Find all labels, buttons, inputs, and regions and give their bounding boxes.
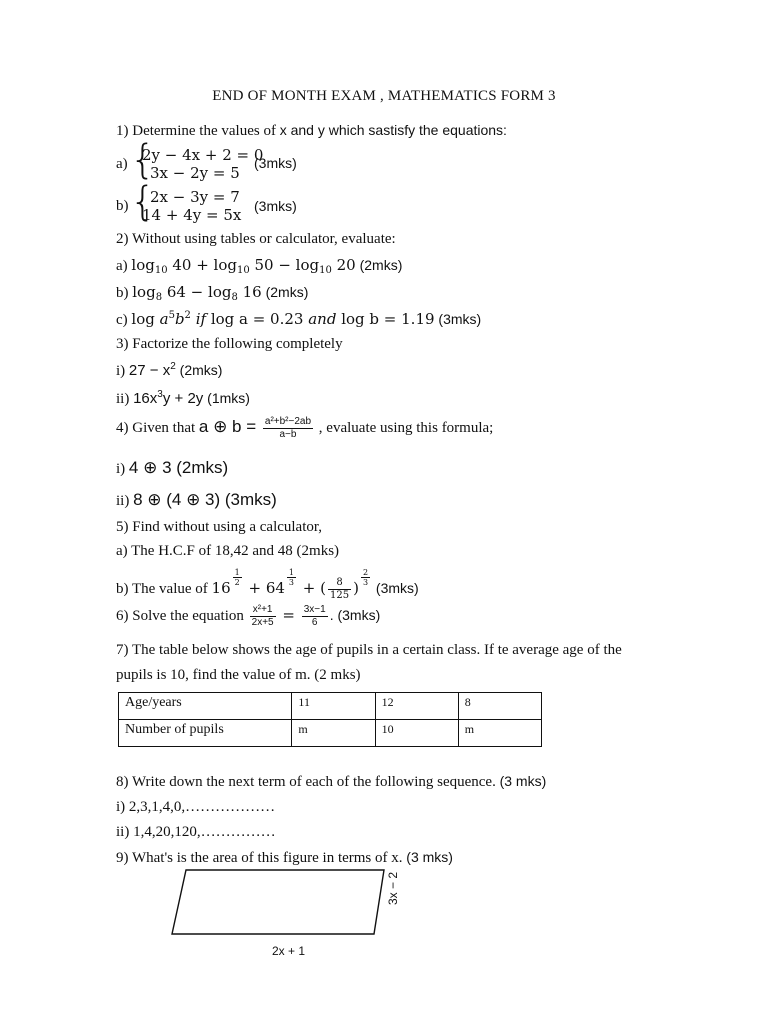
q4-stem-part: 4) Given that <box>116 419 199 436</box>
q3i-label: i) <box>116 363 129 379</box>
q2b-text: log <box>132 283 156 301</box>
q4-stem-part: , evaluate using this formula; <box>315 419 494 436</box>
q2b-label: b) <box>116 285 133 301</box>
q2c-exponent: 2 <box>184 310 191 321</box>
fraction-denominator: 3 <box>362 578 369 587</box>
q2c-text: log <box>131 310 160 328</box>
q2c-text: log b = 1.19 <box>336 310 435 328</box>
q4-operator-definition: a ⊕ b = <box>198 416 261 436</box>
q4i-line <box>116 458 228 478</box>
q2b-base: 8 <box>231 292 238 303</box>
side-length-label: 3x − 2 <box>386 871 400 905</box>
q2a-text: 20 <box>331 256 356 274</box>
q5b-text: 16 <box>211 579 231 597</box>
q5b-line <box>116 568 419 602</box>
question-8-stem <box>116 773 546 791</box>
table-cell: 11 <box>292 693 375 720</box>
table-cell: 12 <box>375 693 458 720</box>
q3ii-text: 16x <box>133 390 158 407</box>
fraction-denominator: 2x+5 <box>251 617 274 628</box>
question-4-stem <box>116 416 493 441</box>
q2c-text: if <box>190 310 211 328</box>
table-row <box>119 720 542 747</box>
q1b-marks: (3mks) <box>254 198 297 214</box>
q2a-base: 10 <box>236 265 250 276</box>
table-cell: Age/years <box>119 693 292 720</box>
table-cell: m <box>458 720 541 747</box>
q2c-line <box>116 310 481 329</box>
q1a-marks: (3mks) <box>254 155 297 171</box>
q6-left-fraction <box>250 604 276 629</box>
q4i-expression: 4 ⊕ 3 (2mks) <box>128 458 229 477</box>
q5b-label: b) The value of <box>116 581 212 597</box>
fraction-numerator: 1 <box>288 568 295 577</box>
table-cell: Number of pupils <box>119 720 292 747</box>
fraction-numerator: 1 <box>234 568 240 577</box>
question-7-stem-line-1: 7) The table below shows the age of pupils in a certain class. If te average age of the <box>116 642 622 658</box>
q2c-marks: (3mks) <box>434 311 482 327</box>
question-3-stem: 3) Factorize the following completely <box>116 336 343 352</box>
q4ii-line <box>116 490 277 510</box>
q4ii-label: ii) <box>116 493 134 509</box>
q2a-line <box>116 256 402 276</box>
q3ii-line <box>116 389 250 408</box>
fraction-denominator: 125 <box>329 589 350 601</box>
q5b-text: + ( <box>298 579 326 597</box>
brace-symbol: { <box>130 179 156 225</box>
table-row <box>119 693 542 720</box>
fraction-numerator: 3x−1 <box>303 604 326 615</box>
fraction-numerator: 2 <box>362 568 369 577</box>
fraction-denominator: 6 <box>311 617 318 628</box>
q2b-text: 16 <box>237 283 262 301</box>
fraction-numerator: a²+b²−2ab <box>264 416 312 427</box>
q4i-label: i) <box>116 461 129 477</box>
question-1-stem <box>116 122 507 140</box>
q2a-base: 10 <box>154 265 168 276</box>
q2a-text: 50 − log <box>249 256 320 274</box>
question-6-line <box>116 604 380 629</box>
q6-stem: 6) Solve the equation <box>116 607 248 624</box>
question-9-stem <box>116 849 453 867</box>
q2c-exponent: 5 <box>168 310 175 321</box>
question-2-stem: 2) Without using tables or calculator, evaluate: <box>116 231 396 247</box>
q5b-exponent-fraction <box>361 568 370 587</box>
fraction-denominator: a−b <box>279 429 297 440</box>
q8i-line: i) 2,3,1,4,0,……………… <box>116 799 276 815</box>
q8ii-line: ii) 1,4,20,120,…………… <box>116 824 276 840</box>
q3ii-exponent: 3 <box>157 389 163 400</box>
q9-marks: (3 mks) <box>406 849 453 865</box>
parallelogram-shape <box>172 870 384 934</box>
question-7-stem-line-2: pupils is 10, find the value of m. (2 mks) <box>116 667 361 683</box>
q5b-text: ) <box>353 579 359 597</box>
brace-symbol: { <box>130 137 156 183</box>
q5b-exponent-fraction <box>233 568 242 587</box>
q3i-text: 27 − x <box>128 362 171 379</box>
q1b-label: b) <box>116 198 129 214</box>
q2a-base: 10 <box>319 265 332 276</box>
q3ii-label: ii) <box>116 391 134 407</box>
q3i-marks: (2mks) <box>175 362 223 378</box>
q3ii-text: y + 2y <box>162 390 204 407</box>
q2a-marks: (2mks) <box>355 257 403 273</box>
q4-formula-fraction <box>263 416 313 441</box>
fraction-denominator: 3 <box>288 578 295 587</box>
q3ii-marks: (1mks) <box>203 390 250 406</box>
q2c-text: a <box>159 310 169 328</box>
q2a-text: 40 + log <box>167 256 237 274</box>
q1a-equation-2: 3x − 2y = 5 <box>150 164 240 182</box>
q5b-exponent-fraction <box>287 568 296 587</box>
q5b-fraction <box>328 577 351 602</box>
age-table <box>118 692 542 747</box>
q6-right-fraction <box>302 604 328 629</box>
q5b-marks: (3mks) <box>372 580 419 596</box>
base-length-label: 2x + 1 <box>272 944 306 958</box>
table-cell: 8 <box>458 693 541 720</box>
q6-marks: . (3mks) <box>329 606 381 623</box>
q2b-marks: (2mks) <box>261 284 309 300</box>
q2c-label: c) <box>116 312 132 328</box>
q2c-text: log a = 0.23 <box>210 310 309 328</box>
q5a-line: a) The H.C.F of 18,42 and 48 (2mks) <box>116 543 340 559</box>
q2b-text: 64 − log <box>162 283 232 301</box>
table-cell: 10 <box>375 720 458 747</box>
fraction-denominator: 2 <box>234 578 240 587</box>
fraction-numerator: 8 <box>328 577 351 590</box>
q2a-label: a) <box>116 258 132 274</box>
q1b-equation-1: 2x − 3y = 7 <box>150 188 240 206</box>
q1a-equation-1: 2y − 4x + 2 = 0 <box>142 146 264 164</box>
q3i-exponent: 2 <box>170 361 176 372</box>
q1-stem-part: x and y which sastisfy the equations: <box>279 122 507 138</box>
fraction-numerator: x²+1 <box>250 604 276 617</box>
q4ii-expression: 8 ⊕ (4 ⊕ 3) (3mks) <box>133 490 277 509</box>
q9-stem-part: 9) What's is the area of this figure in terms of x. <box>116 850 407 866</box>
table-cell: m <box>292 720 375 747</box>
q2c-text: b <box>174 310 185 328</box>
q5b-text: + 64 <box>243 579 285 597</box>
q2a-text: log <box>131 256 155 274</box>
q2b-line <box>116 283 308 303</box>
q6-equals: = <box>277 605 300 624</box>
q1a-label: a) <box>116 156 128 172</box>
q3i-line <box>116 361 222 380</box>
q2c-text: and <box>308 310 337 328</box>
q1b-equation-2: 14 + 4y = 5x <box>142 206 242 224</box>
parallelogram-figure <box>168 866 390 938</box>
q1-stem-part: 1) Determine the values of <box>116 123 280 139</box>
question-5-stem: 5) Find without using a calculator, <box>116 519 323 535</box>
page-title: END OF MONTH EXAM , MATHEMATICS FORM 3 <box>212 88 556 104</box>
q2b-base: 8 <box>155 292 163 303</box>
q8-marks: (3 mks) <box>499 773 547 789</box>
q8-stem-part: 8) Write down the next term of each of the following sequence. <box>116 774 500 790</box>
